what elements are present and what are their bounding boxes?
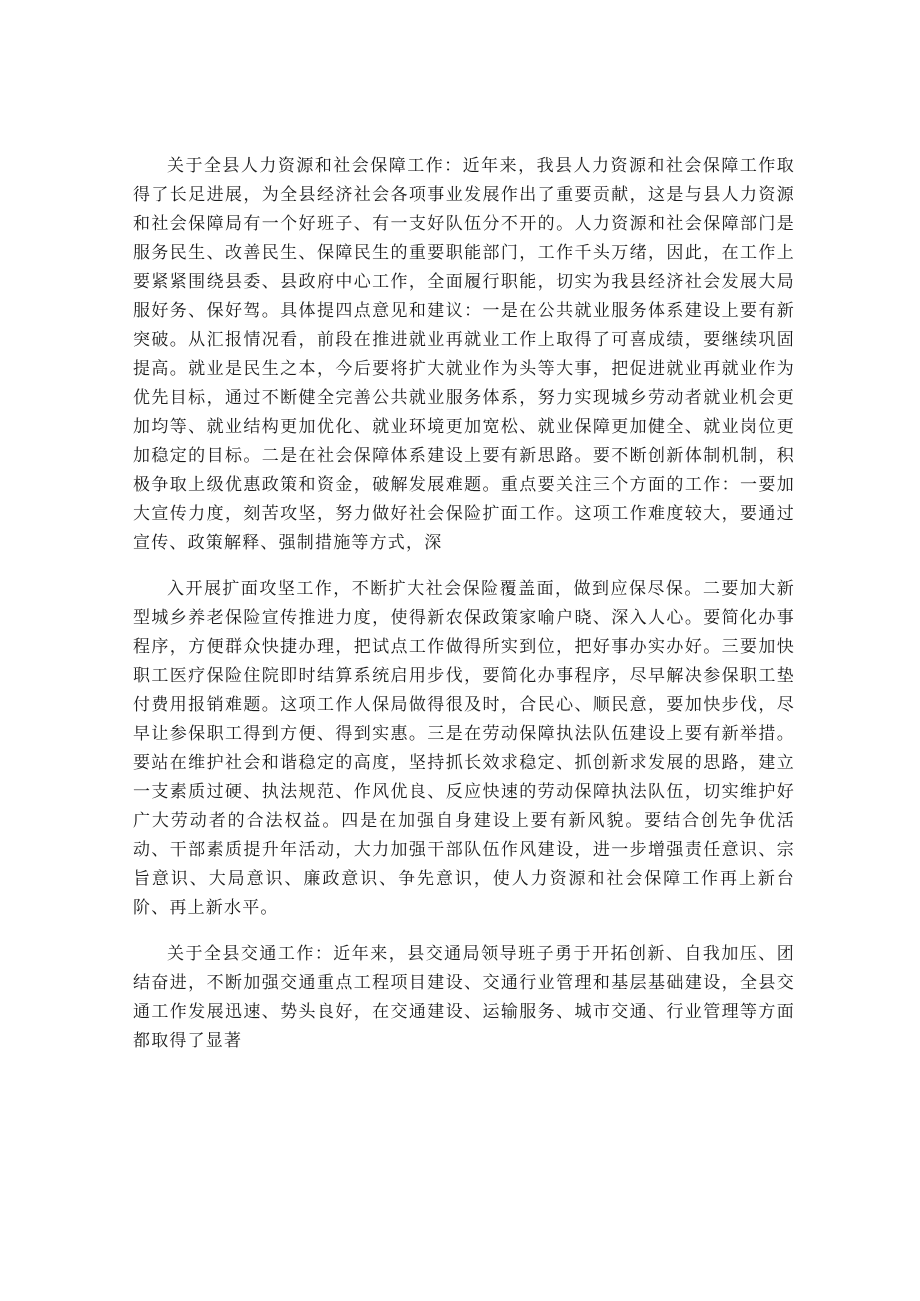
paragraph-county-transportation: 关于全县交通工作：近年来，县交通局领导班子勇于开拓创新、自我加压、团结奋进，不断加强交通重点工程项目建设、交通行业管理和基层基础建设，全县交通工作发展迅速、势头良好，在交通建设、运输服务、城市交通、行业管理等方面都取得了显著 — [133, 944, 795, 1051]
paragraph-human-resources-social-security: 关于全县人力资源和社会保障工作：近年来，我县人力资源和社会保障工作取得了长足进展，为全县经济社会各项事业发展作出了重要贡献，这是与县人力资源和社会保障局有一个好班子、有一支好队伍分不开的。人力资源和社会保障部门是服务民生、改善民生、保障民生的重要职能部门，工作千头万绪，因此，在工作上要紧紧围绕县委、县政府中心工作，全面履行职能，切实为我县经济社会发展大局服好务、保好驾。具体提四点意见和建议：一是在公共就业服务体系建设上要有新突破。从汇报情况看，前段在推进就业再就业工作上取得了可喜成绩，要继续巩固提高。就业是民生之本，今后要将扩大就业作为头等大事，把促进就业再就业作为优先目标，通过不断健全完善公共就业服务体系，努力实现城乡劳动者就业机会更加均等、就业结构更加优化、就业环境更加宽松、就业保障更加健全、就业岗位更加稳定的目标。二是在社会保障体系建设上要有新思路。要不断创新体制机制，积极争取上级优惠政策和资金，破解发展难题。重点要关注三个方面的工作：一要加大宣传力度，刻苦攻坚，努力做好社会保险扩面工作。这项工作难度较大，要通过宣传、政策解释、强制措施等方式，深 — [133, 156, 795, 553]
document-body — [133, 152, 795, 1056]
paragraph-continued-social-insurance: 入开展扩面攻坚工作，不断扩大社会保险覆盖面，做到应保尽保。二要加大新型城乡养老保险宣传推进力度，使得新农保政策家喻户晓、深入人心。要简化办事程序，方便群众快捷办理，把试点工作做得所实到位，把好事办实办好。三要加快职工医疗保险住院即时结算系统启用步伐，要简化办事程序，尽早解决参保职工垫付费用报销难题。这项工作人保局做得很及时，合民心、顺民意，要加快步伐，尽早让参保职工得到方便、得到实惠。三是在劳动保障执法队伍建设上要有新举措。要站在维护社会和谐稳定的高度，坚持抓长效求稳定、抓创新求发展的思路，建立一支素质过硬、执法规范、作风优良、反应快速的劳动保障执法队伍，切实维护好广大劳动者的合法权益。四是在加强自身建设上要有新风貌。要结合创先争优活动、干部素质提升年活动，大力加强干部队伍作风建设，进一步增强责任意识、宗旨意识、大局意识、廉政意识、争先意识，使人力资源和社会保障工作再上新台阶、再上新水平。 — [133, 579, 795, 918]
